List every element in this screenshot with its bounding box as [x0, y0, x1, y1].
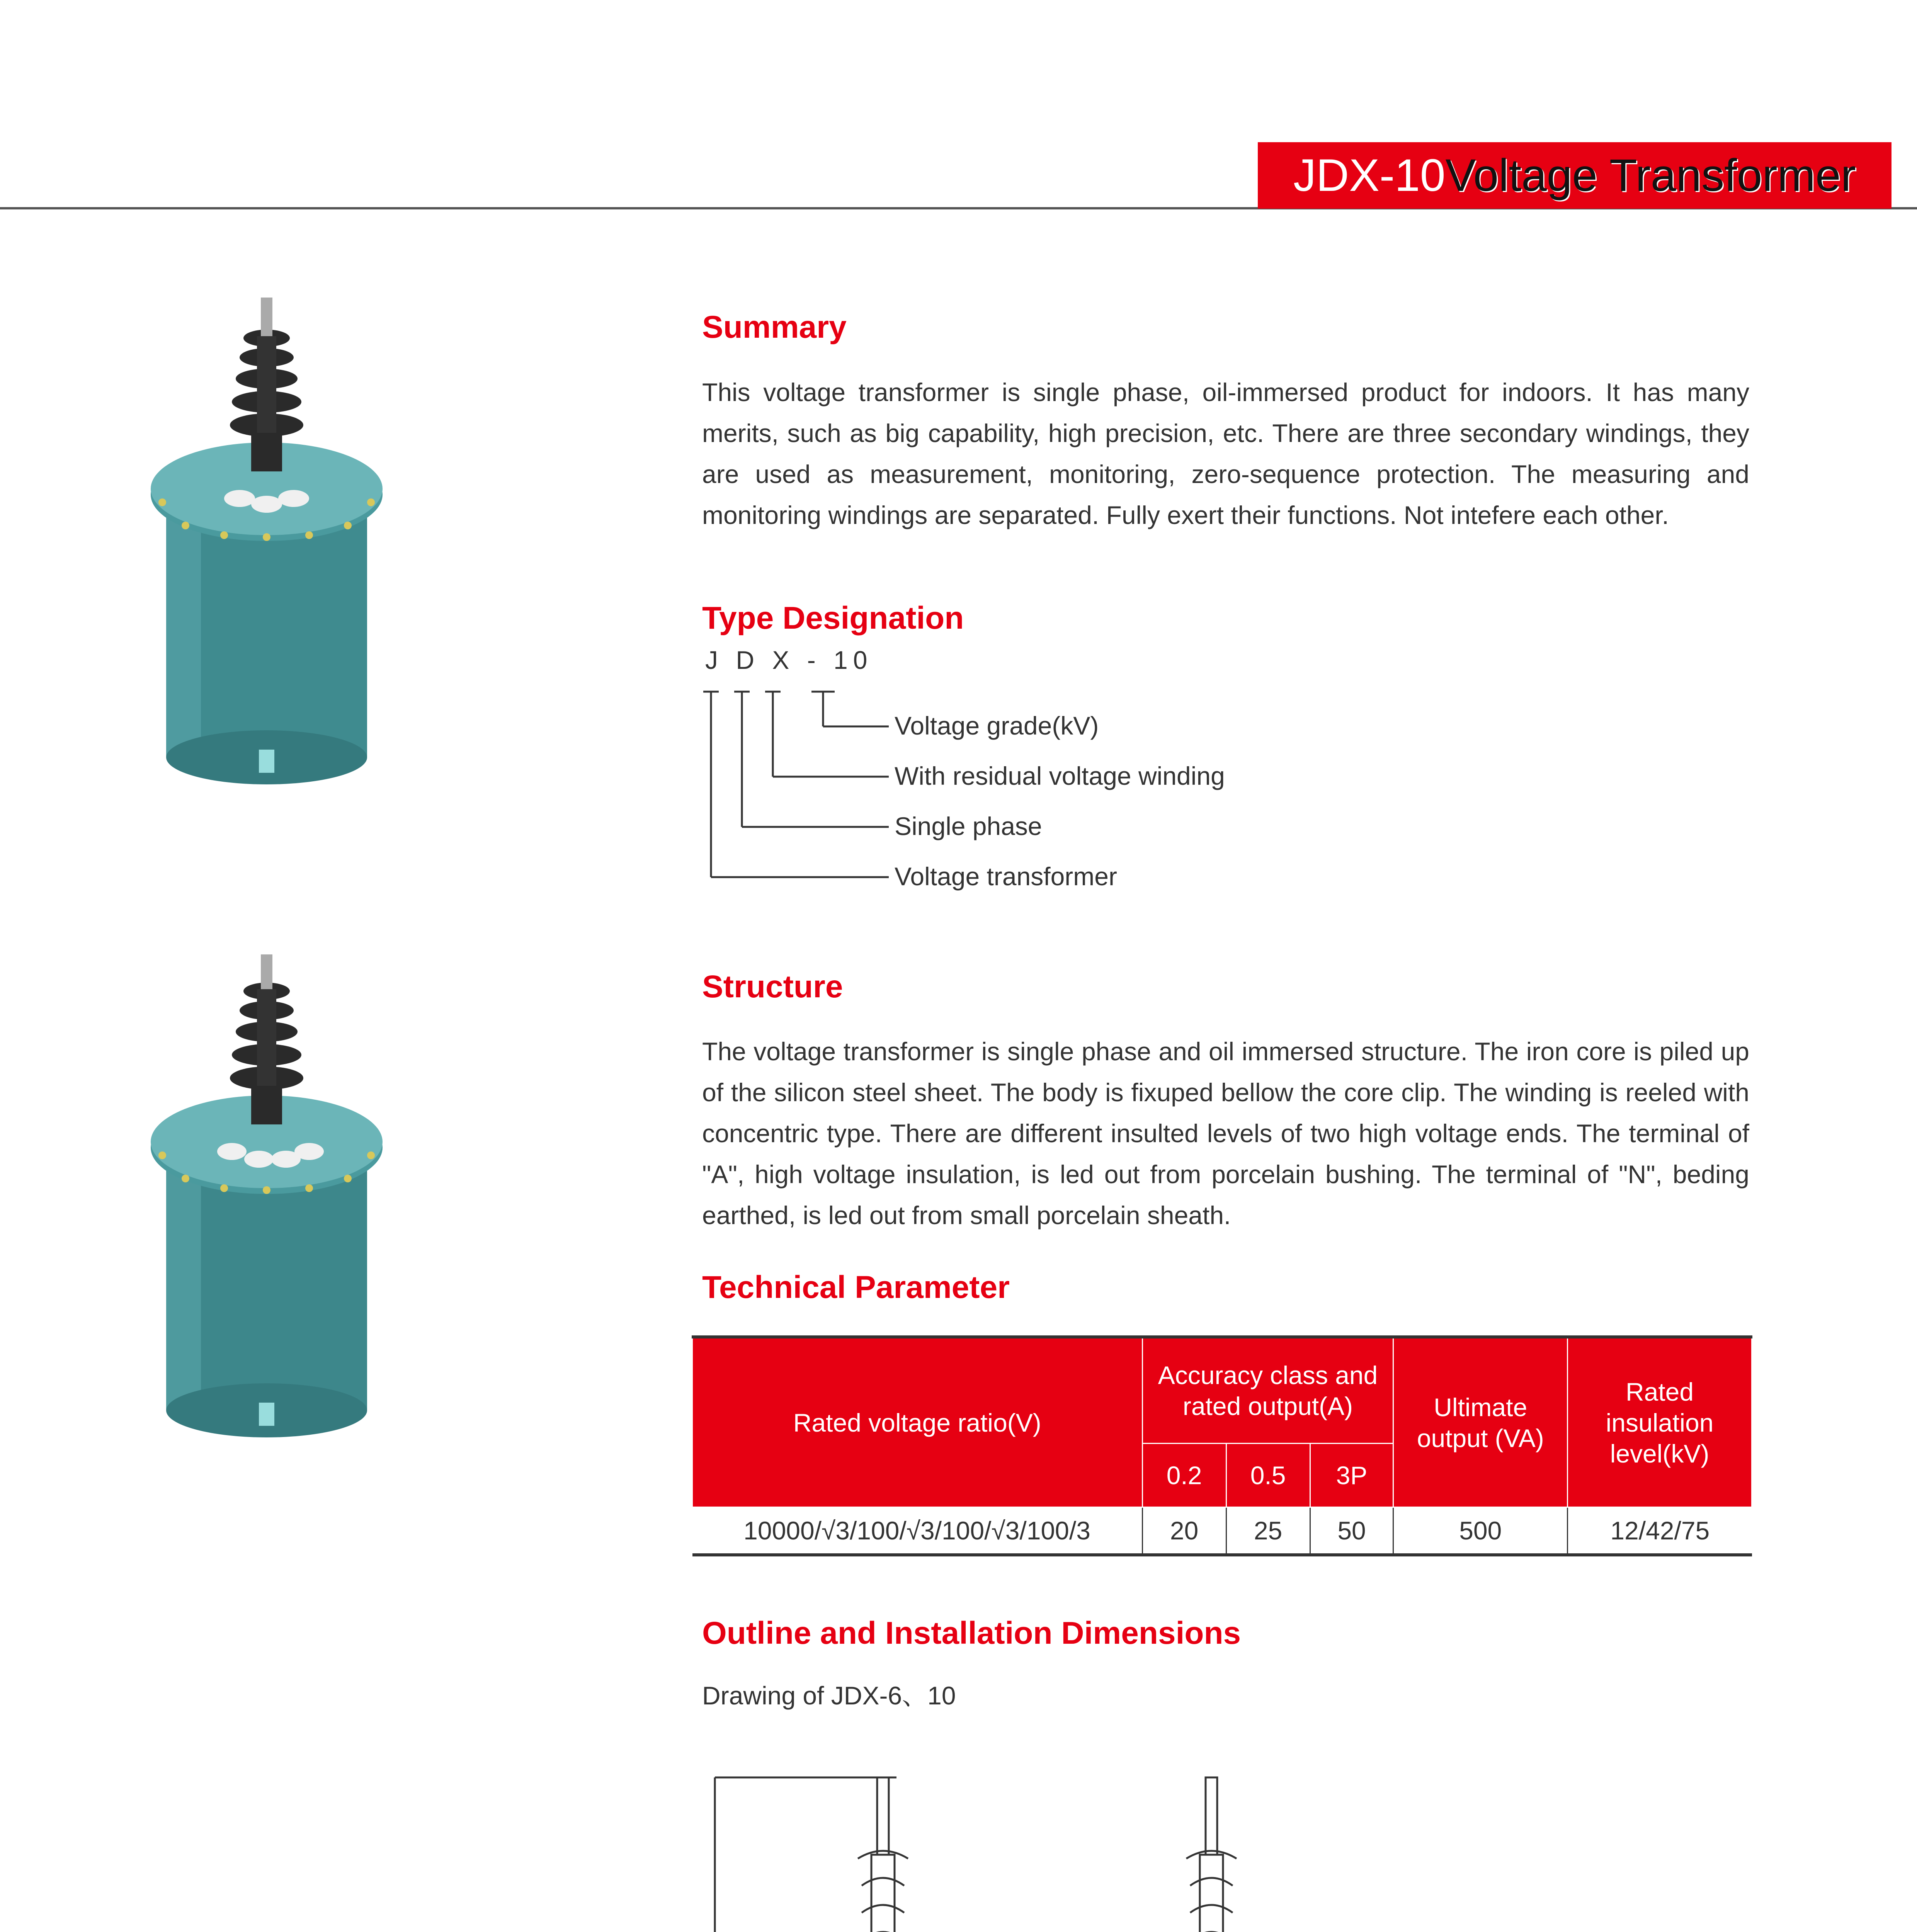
type-designation-heading: Type Designation	[702, 600, 964, 636]
type-designation-diagram	[696, 684, 912, 889]
technical-parameter-heading: Technical Parameter	[702, 1270, 1010, 1305]
title-model: JDX-10	[1293, 150, 1446, 201]
td-label-residual-winding: With residual voltage winding	[895, 762, 1225, 790]
type-code: J D X - 10	[705, 646, 873, 674]
th-class-0-5: 0.5	[1226, 1444, 1310, 1507]
th-insulation: Rated insulation level(kV)	[1568, 1337, 1752, 1507]
structure-text: The voltage transformer is single phase and oil immersed structure. The iron core is piled up of the silicon steel sheet. The body is fixuped bellow the core clip. The winding is reeled with concentric type. There are different insulted levels of two high voltage ends. The terminal of "A", high voltage insulation, is led out from porcelain bushing. The terminal of "N", beding earthed, is led out from small porcelain sheath.	[702, 1037, 1749, 1230]
drawing-side-view	[1113, 1762, 1407, 1932]
td-label-single-phase: Single phase	[895, 812, 1042, 840]
cell-class-3p: 50	[1310, 1507, 1393, 1555]
product-photo-2	[135, 951, 413, 1461]
outline-heading: Outline and Installation Dimensions	[702, 1616, 1241, 1651]
parameter-table	[692, 1335, 1752, 1556]
td-label-voltage-transformer: Voltage transformer	[895, 862, 1117, 891]
cell-class-0-2: 20	[1142, 1507, 1226, 1555]
td-label-voltage-grade: Voltage grade(kV)	[895, 711, 1099, 740]
cell-ultimate: 500	[1393, 1507, 1568, 1555]
cell-ratio: 10000/√3/100/√3/100/√3/100/3	[692, 1507, 1143, 1555]
product-photo-1	[135, 294, 413, 827]
table-row	[692, 1507, 1752, 1555]
title-name: Voltage Transformer	[1445, 150, 1856, 201]
summary-text: This voltage transformer is single phase, oil-immersed product for indoors. It has many merits, such as big capability, high precision, etc. There are three secondary windings, they are used as measurement, monitoring, zero-sequence protection. The measuring and monitoring windings are separated. Fully exert their functions. Not intefere each other.	[702, 378, 1749, 529]
drawing-front-view	[672, 1762, 1059, 1932]
th-class-3p: 3P	[1310, 1444, 1393, 1507]
page-title	[1258, 142, 1891, 209]
summary-heading: Summary	[702, 310, 847, 345]
th-accuracy: Accuracy class and rated output(A)	[1142, 1337, 1393, 1444]
cell-insulation: 12/42/75	[1568, 1507, 1752, 1555]
th-ultimate: Ultimate output (VA)	[1393, 1337, 1568, 1507]
th-ratio: Rated voltage ratio(V)	[692, 1337, 1143, 1507]
drawing-caption: Drawing of JDX-6、10	[702, 1681, 956, 1710]
cell-class-0-5: 25	[1226, 1507, 1310, 1555]
structure-heading: Structure	[702, 969, 843, 1004]
th-class-0-2: 0.2	[1142, 1444, 1226, 1507]
